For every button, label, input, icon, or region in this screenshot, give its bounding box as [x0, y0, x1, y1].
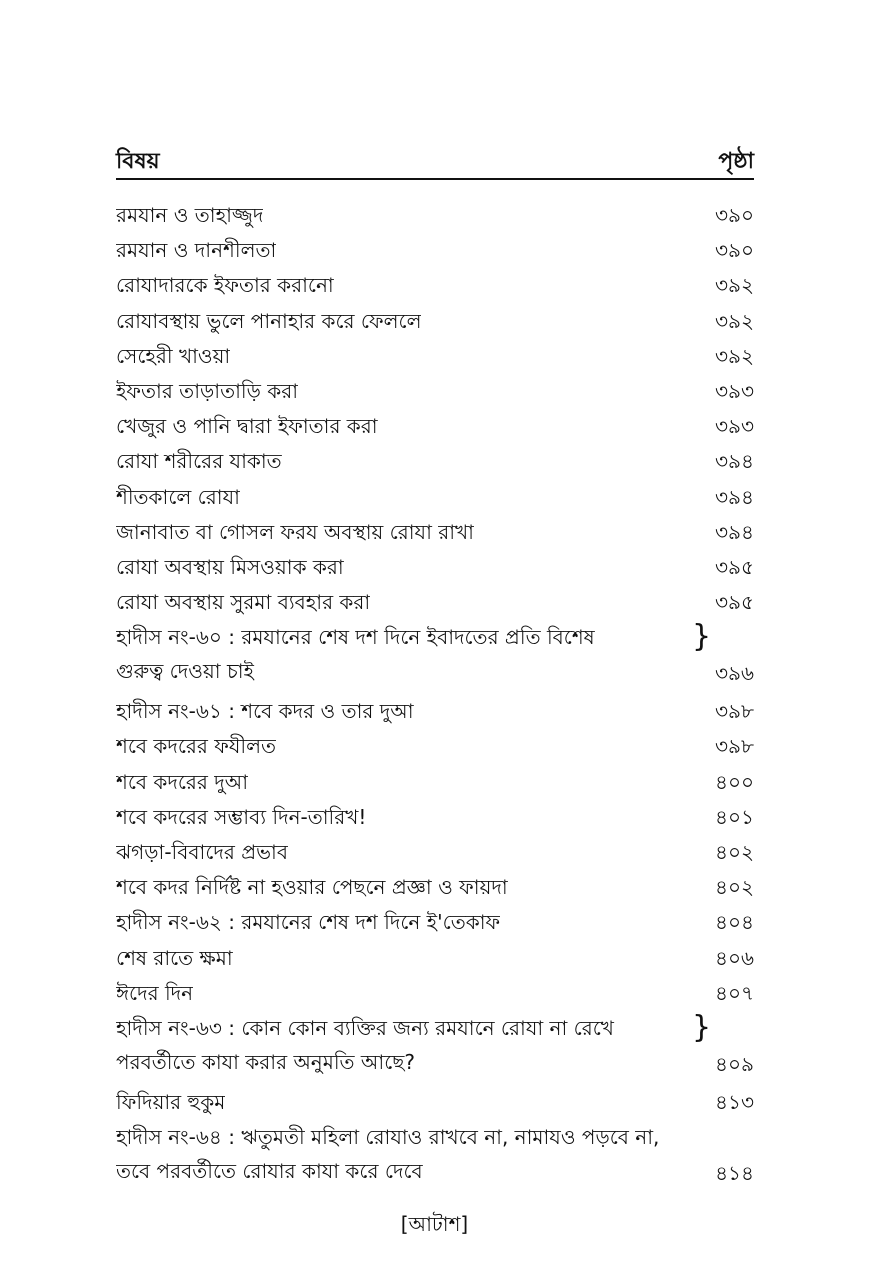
toc-entry-title	[116, 1011, 696, 1079]
toc-entry-page: ৩৯২	[715, 273, 754, 298]
toc-entry-page: ৩৯৫	[715, 554, 754, 579]
toc-entry-title: রমযান ও দানশীলতা	[116, 238, 277, 263]
toc-entry-page: ৪০৬	[715, 945, 754, 970]
toc-entry-title: হাদীস নং-৬১ : শবে কদর ও তার দুআ	[116, 699, 414, 724]
toc-entry-title: রমযান ও তাহাজ্জুদ	[116, 203, 264, 227]
toc-entry-page: ৪০৪	[715, 910, 754, 935]
toc-entry-title: শবে কদর নির্দিষ্ট না হওয়ার পেছনে প্রজ্ঞা ও ফায়দা	[116, 875, 508, 900]
toc-entry-page: ৪০৭	[715, 980, 754, 1005]
toc-entry-page: ৩৯৫	[715, 590, 754, 615]
toc-entry	[116, 976, 754, 1011]
toc-entry-page: ৩৯৮	[715, 699, 754, 724]
toc-entry-multiline	[116, 1120, 754, 1194]
toc-entry-title: শবে কদরের দুআ	[116, 769, 249, 794]
toc-entry-title-line-2: গুরুত্ব দেওয়া চাই	[116, 659, 254, 684]
toc-entry-multiline	[116, 1011, 754, 1085]
toc-entry-title: শবে কদরের সম্ভাব্য দিন-তারিখ!	[116, 804, 367, 829]
toc-entry	[116, 198, 754, 233]
toc-entry-title: ইফতার তাড়াতাড়ি করা	[116, 378, 299, 403]
brace-mark: }	[692, 1009, 712, 1045]
toc-entry-page: ৩৯০	[715, 203, 754, 227]
toc-entry-title	[116, 1120, 696, 1188]
toc-entry-page: ৪০২	[715, 840, 754, 864]
toc-entry-page: ৪০৯	[715, 1051, 754, 1076]
toc-entry-title: ঈদের দিন	[116, 980, 194, 1005]
toc-entry	[116, 835, 754, 870]
toc-entry-page: ৩৯২	[715, 343, 754, 368]
toc-entry	[116, 550, 754, 585]
toc-header	[116, 138, 754, 180]
toc-entry	[116, 515, 754, 550]
subject-column-label: বিষয়	[116, 149, 160, 174]
toc-entry	[116, 268, 754, 303]
toc-entry-title: ফিদিয়ার হুকুম	[116, 1089, 226, 1114]
toc-entry-multiline	[116, 620, 754, 694]
toc-entry-title: শীতকালে রোযা	[116, 484, 240, 509]
toc-entry	[116, 800, 754, 835]
toc-entry-title-line-2: তবে পরবর্তীতে রোযার কাযা করে দেবে	[116, 1159, 423, 1184]
toc-entry-page: ৪০২	[715, 875, 754, 900]
toc-entry-page: ৩৯৪	[715, 449, 754, 474]
toc-entry	[116, 374, 754, 409]
toc-entry-title: রোযাবস্থায় ভুলে পানাহার করে ফেললে	[116, 308, 422, 333]
page-number-footer: [আটাশ]	[400, 1212, 469, 1236]
toc-entry-title: ঝগড়া-বিবাদের প্রভাব	[116, 840, 288, 864]
toc-entry	[116, 905, 754, 940]
toc-entry-title: শেষ রাতে ক্ষমা	[116, 945, 233, 970]
toc-entry-title: রোযা অবস্থায় সুরমা ব্যবহার করা	[116, 590, 371, 615]
toc-entry	[116, 870, 754, 905]
toc-entry-page: ৩৯৩	[715, 414, 754, 439]
toc-entry	[116, 480, 754, 515]
brace-mark: }	[692, 619, 712, 655]
toc-entry	[116, 1085, 754, 1120]
toc-entry-title: জানাবাত বা গোসল ফরয অবস্থায় রোযা রাখা	[116, 519, 474, 544]
toc-entry-title	[116, 620, 696, 688]
toc-entry-page: ৩৯৬	[715, 661, 754, 686]
toc-entry-page: ৪১৩	[715, 1089, 754, 1114]
toc-entry	[116, 694, 754, 729]
toc-entry-title: হাদীস নং-৬২ : রমযানের শেষ দশ দিনে ই'তেকাফ	[116, 910, 501, 935]
toc-entry-title-line-2: পরবর্তীতে কাযা করার অনুমতি আছে?	[116, 1049, 416, 1074]
toc-entry	[116, 765, 754, 800]
toc-entry	[116, 233, 754, 268]
toc-entry-page: ৩৯২	[715, 308, 754, 333]
toc-entry-page: ৩৯৪	[715, 484, 754, 509]
toc-entry-title: রোযা অবস্থায় মিসওয়াক করা	[116, 554, 344, 579]
toc-entry-title: খেজুর ও পানি দ্বারা ইফাতার করা	[116, 414, 378, 439]
toc-entry-page: ৪১৪	[715, 1161, 754, 1186]
toc-entry-page: ৪০০	[715, 769, 754, 794]
toc-entry-page: ৩৯৮	[715, 734, 754, 759]
toc-entry-page: ৩৯০	[715, 238, 754, 263]
toc-entry-page: ৩৯৩	[715, 378, 754, 403]
toc-entry-title: রোযা শরীরের যাকাত	[116, 449, 282, 474]
toc-entry	[116, 941, 754, 976]
toc-entry	[116, 304, 754, 339]
toc-entry-page: ৩৯৪	[715, 519, 754, 544]
toc-entry-title-line-1: হাদীস নং-৬৪ : ঋতুমতী মহিলা রোযাও রাখবে না, নামাযও পড়বে না,	[116, 1125, 660, 1150]
toc-entry	[116, 339, 754, 374]
toc-entry	[116, 729, 754, 764]
page-column-label: পৃষ্ঠা	[718, 149, 754, 174]
table-of-contents	[116, 198, 754, 1194]
toc-entry-title-line-1: হাদীস নং-৬০ : রমযানের শেষ দশ দিনে ইবাদতের প্রতি বিশেষ	[116, 625, 595, 650]
toc-entry	[116, 444, 754, 479]
toc-entry-title: রোযাদারকে ইফতার করানো	[116, 273, 334, 298]
toc-entry-title-line-1: হাদীস নং-৬৩ : কোন কোন ব্যক্তির জন্য রমযানে রোযা না রেখে	[116, 1015, 614, 1040]
toc-entry	[116, 409, 754, 444]
toc-entry-page: ৪০১	[715, 804, 754, 829]
toc-entry-title: সেহেরী খাওয়া	[116, 343, 231, 368]
toc-entry-title: শবে কদরের ফযীলত	[116, 734, 277, 759]
toc-entry	[116, 585, 754, 620]
